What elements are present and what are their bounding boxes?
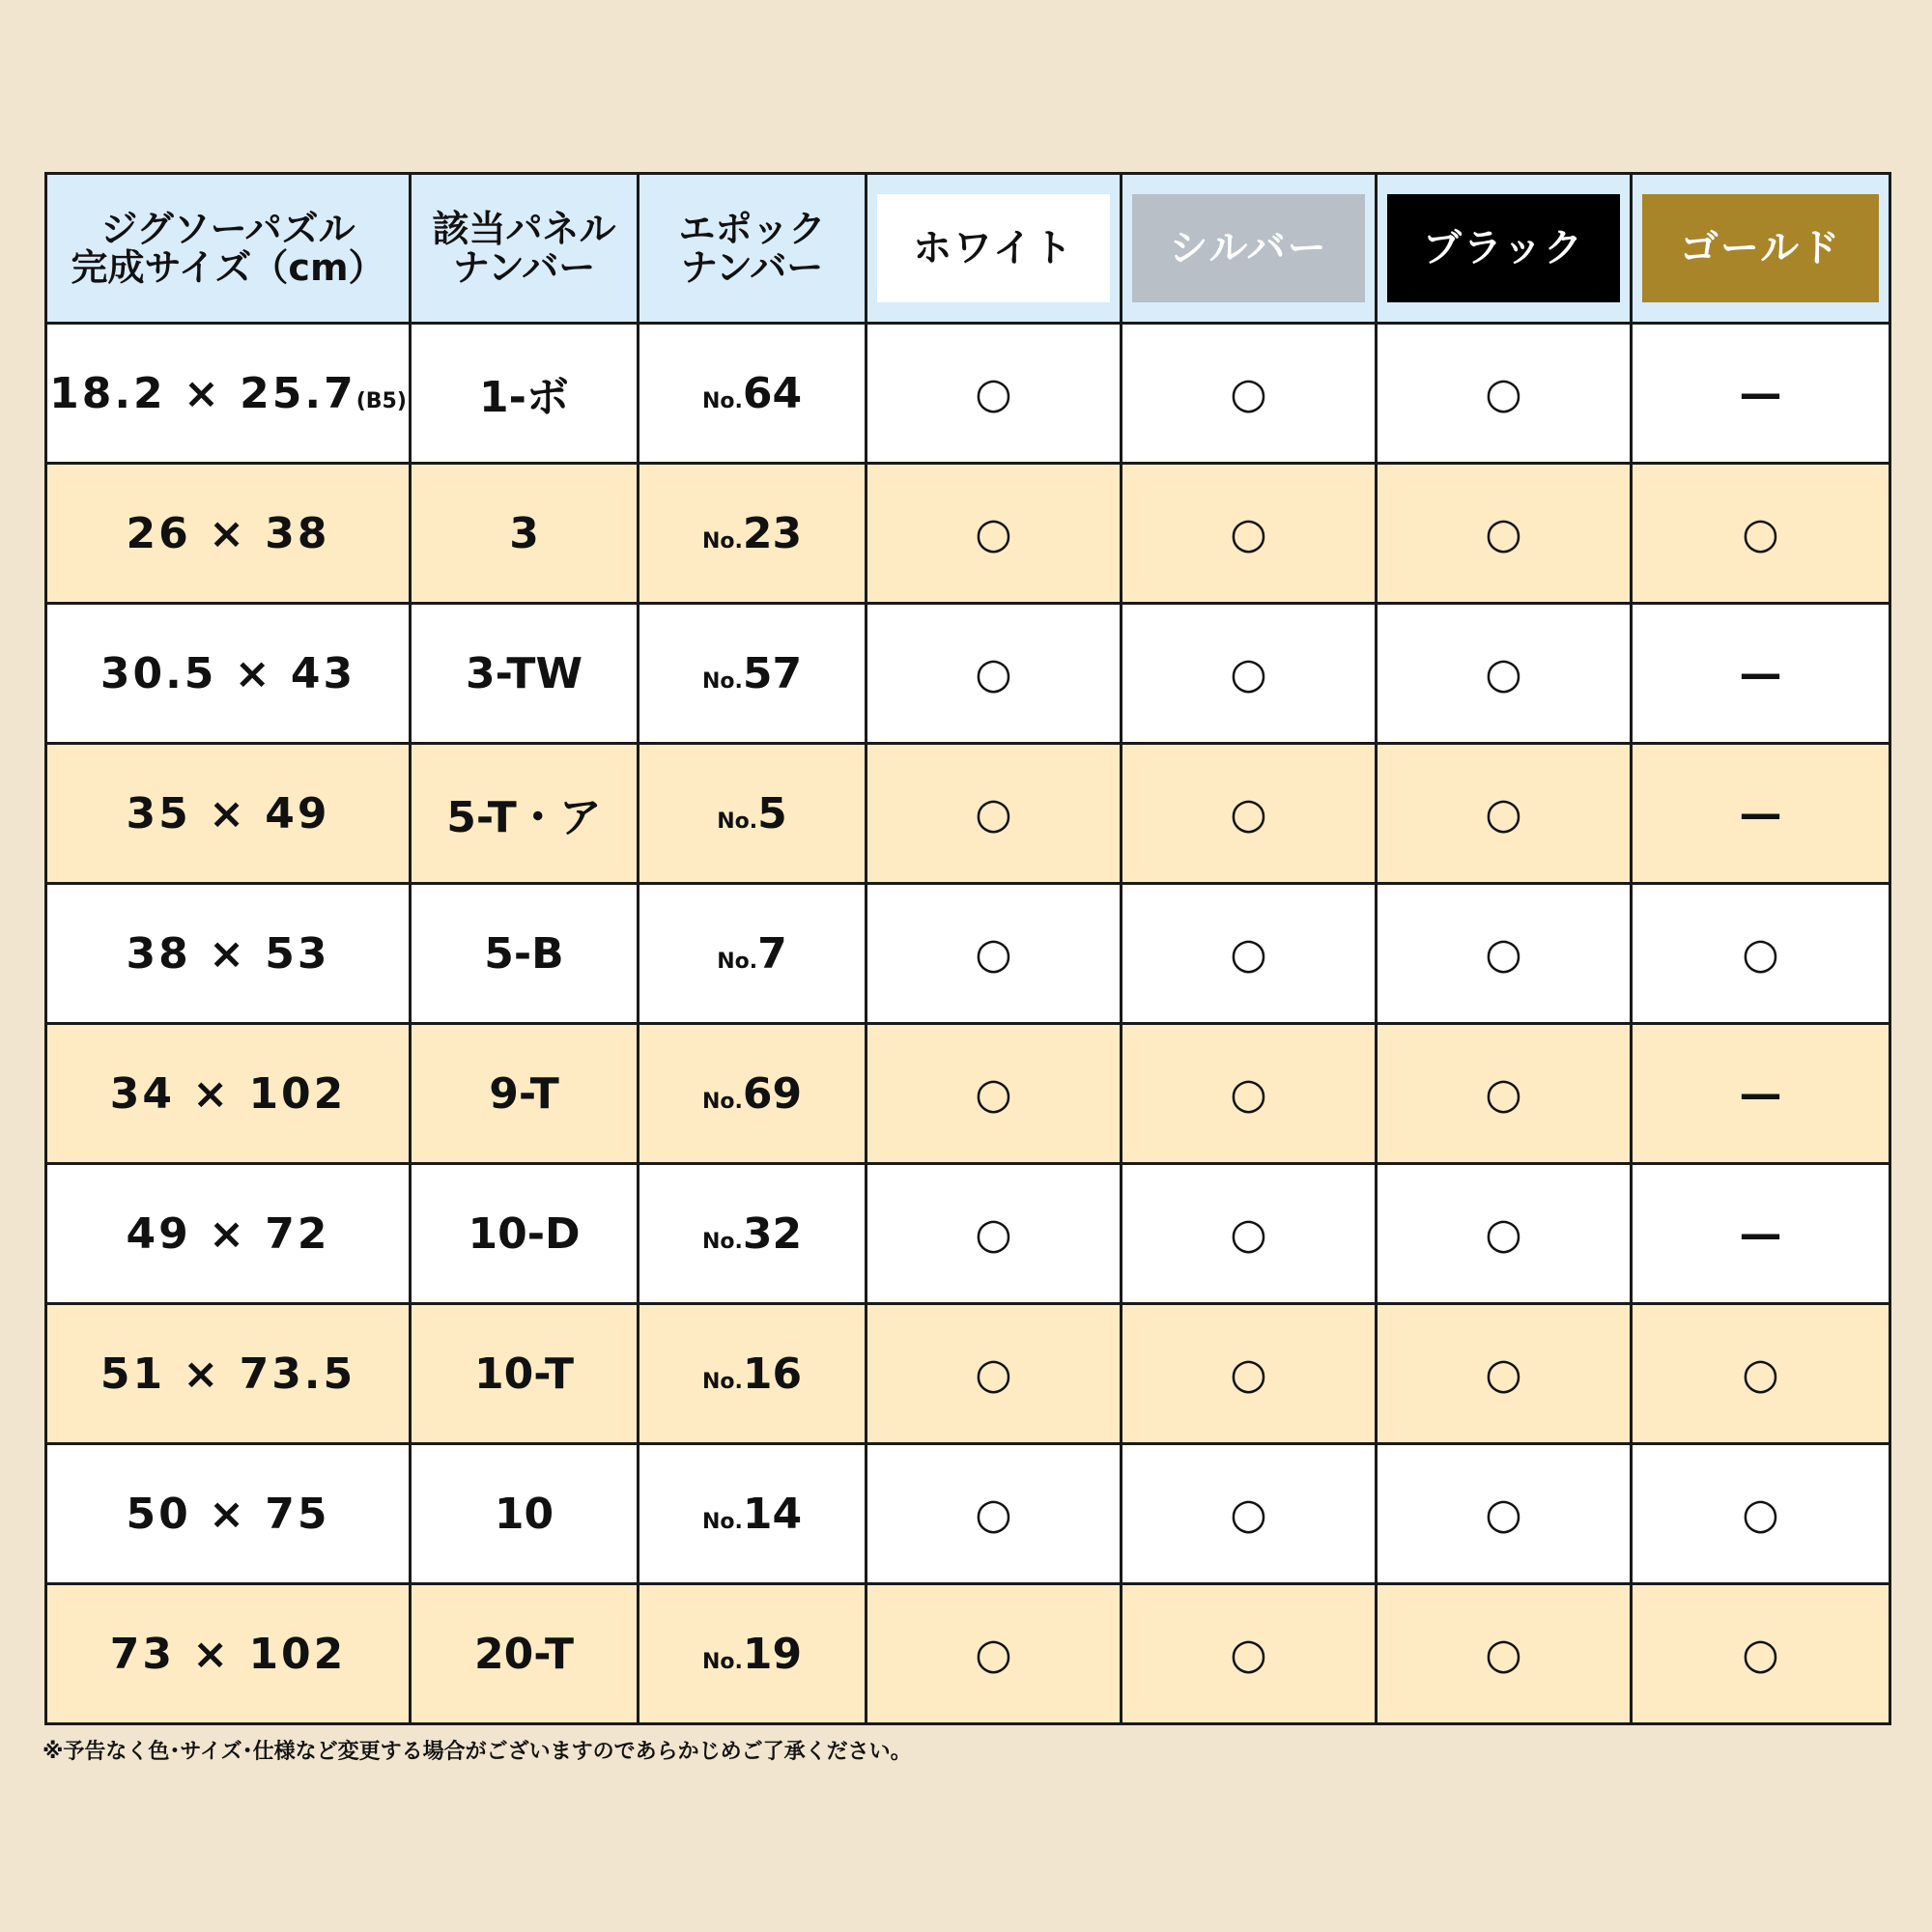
size-cell (46, 1304, 411, 1444)
table-row (46, 1164, 1890, 1304)
color-swatch-gold: ゴールド (1642, 194, 1879, 302)
table-row (46, 324, 1890, 464)
epoch-prefix: No. (701, 1229, 743, 1254)
epoch-prefix: No. (701, 668, 743, 694)
availability-gold: ○ (1632, 464, 1890, 604)
footnote: ※予告なく色･サイズ･仕様など変更する場合がございますのであらかじめご了承ください。 (43, 1740, 912, 1764)
size-cell (46, 1024, 411, 1164)
availability-black: ○ (1377, 1024, 1632, 1164)
header-silver (1122, 174, 1377, 324)
availability-gold: ○ (1632, 1304, 1890, 1444)
size-cell (46, 604, 411, 744)
color-swatch-black: ブラック (1387, 194, 1620, 302)
availability-white: ○ (867, 1024, 1122, 1164)
epoch-cell (639, 324, 867, 464)
table-row (46, 1304, 1890, 1444)
epoch-prefix: No. (717, 949, 758, 974)
size-note: (B5) (355, 388, 407, 413)
panel-cell: 10 (411, 1444, 639, 1584)
color-swatch-silver: シルバー (1132, 194, 1365, 302)
availability-silver: ○ (1122, 884, 1377, 1024)
panel-cell: 20-T (411, 1584, 639, 1724)
epoch-cell (639, 1444, 867, 1584)
availability-white: ○ (867, 1304, 1122, 1444)
availability-silver: ○ (1122, 604, 1377, 744)
table-row (46, 1444, 1890, 1584)
header-size: ジグソーパズル 完成サイズ（cm） (46, 174, 411, 324)
table-row (46, 1024, 1890, 1164)
panel-cell: 5-B (411, 884, 639, 1024)
table-row (46, 604, 1890, 744)
panel-cell: 5-T・ア (411, 744, 639, 884)
panel-cell: 3 (411, 464, 639, 604)
availability-gold: ○ (1632, 1584, 1890, 1724)
epoch-prefix: No. (701, 1509, 743, 1534)
size-cell (46, 1444, 411, 1584)
header-gold (1632, 174, 1890, 324)
availability-gold: — (1632, 324, 1890, 464)
availability-silver: ○ (1122, 464, 1377, 604)
epoch-cell (639, 604, 867, 744)
availability-silver: ○ (1122, 1304, 1377, 1444)
table-row (46, 884, 1890, 1024)
availability-white: ○ (867, 604, 1122, 744)
size-value: 38 × 53 (126, 928, 330, 979)
availability-gold: — (1632, 744, 1890, 884)
availability-black: ○ (1377, 1164, 1632, 1304)
availability-gold: ○ (1632, 1444, 1890, 1584)
header-white (867, 174, 1122, 324)
size-value: 18.2 × 25.7 (49, 368, 356, 418)
size-cell (46, 324, 411, 464)
epoch-prefix: No. (701, 1089, 743, 1114)
availability-white: ○ (867, 1444, 1122, 1584)
panel-cell: 3-TW (411, 604, 639, 744)
availability-black: ○ (1377, 1584, 1632, 1724)
availability-black: ○ (1377, 884, 1632, 1024)
availability-white: ○ (867, 744, 1122, 884)
epoch-number: 7 (757, 928, 787, 979)
availability-gold: ○ (1632, 884, 1890, 1024)
header-panel: 該当パネル ナンバー (411, 174, 639, 324)
panel-cell: 1-ボ (411, 324, 639, 464)
availability-gold: — (1632, 604, 1890, 744)
availability-gold: — (1632, 1024, 1890, 1164)
availability-black: ○ (1377, 324, 1632, 464)
epoch-number: 14 (742, 1489, 803, 1539)
panel-cell: 10-T (411, 1304, 639, 1444)
size-cell (46, 1164, 411, 1304)
epoch-prefix: No. (701, 1369, 743, 1394)
size-value: 73 × 102 (109, 1629, 347, 1679)
frame-availability-table-container (44, 172, 1889, 1725)
size-value: 51 × 73.5 (99, 1349, 356, 1399)
availability-black: ○ (1377, 744, 1632, 884)
availability-gold: — (1632, 1164, 1890, 1304)
epoch-number: 5 (757, 788, 787, 838)
size-cell (46, 884, 411, 1024)
header-epoch: エポック ナンバー (639, 174, 867, 324)
epoch-prefix: No. (701, 388, 743, 413)
epoch-number: 57 (742, 648, 803, 698)
availability-white: ○ (867, 884, 1122, 1024)
size-value: 34 × 102 (109, 1068, 347, 1119)
table-row (46, 464, 1890, 604)
header-row (46, 174, 1890, 324)
size-value: 49 × 72 (126, 1208, 330, 1259)
epoch-number: 64 (742, 368, 803, 418)
table-row (46, 1584, 1890, 1724)
availability-silver: ○ (1122, 1444, 1377, 1584)
size-cell (46, 744, 411, 884)
availability-black: ○ (1377, 1444, 1632, 1584)
availability-silver: ○ (1122, 324, 1377, 464)
size-cell (46, 1584, 411, 1724)
size-value: 50 × 75 (126, 1489, 330, 1539)
availability-black: ○ (1377, 1304, 1632, 1444)
color-swatch-white: ホワイト (877, 194, 1110, 302)
availability-silver: ○ (1122, 1024, 1377, 1164)
frame-availability-table (44, 172, 1891, 1725)
epoch-number: 23 (742, 508, 803, 558)
availability-silver: ○ (1122, 744, 1377, 884)
availability-silver: ○ (1122, 1164, 1377, 1304)
epoch-cell (639, 1024, 867, 1164)
epoch-number: 32 (742, 1208, 803, 1259)
epoch-cell (639, 1584, 867, 1724)
availability-white: ○ (867, 324, 1122, 464)
availability-silver: ○ (1122, 1584, 1377, 1724)
header-black (1377, 174, 1632, 324)
epoch-cell (639, 1164, 867, 1304)
epoch-prefix: No. (701, 528, 743, 554)
epoch-number: 16 (742, 1349, 803, 1399)
size-value: 26 × 38 (126, 508, 330, 558)
epoch-prefix: No. (701, 1649, 743, 1674)
epoch-cell (639, 884, 867, 1024)
table-row (46, 744, 1890, 884)
panel-cell: 9-T (411, 1024, 639, 1164)
availability-white: ○ (867, 1584, 1122, 1724)
epoch-number: 19 (742, 1629, 803, 1679)
size-cell (46, 464, 411, 604)
epoch-prefix: No. (717, 809, 758, 834)
epoch-cell (639, 744, 867, 884)
availability-black: ○ (1377, 604, 1632, 744)
panel-cell: 10-D (411, 1164, 639, 1304)
availability-black: ○ (1377, 464, 1632, 604)
availability-white: ○ (867, 1164, 1122, 1304)
epoch-cell (639, 1304, 867, 1444)
availability-white: ○ (867, 464, 1122, 604)
epoch-number: 69 (742, 1068, 803, 1119)
epoch-cell (639, 464, 867, 604)
size-value: 30.5 × 43 (99, 648, 356, 698)
size-value: 35 × 49 (126, 788, 330, 838)
